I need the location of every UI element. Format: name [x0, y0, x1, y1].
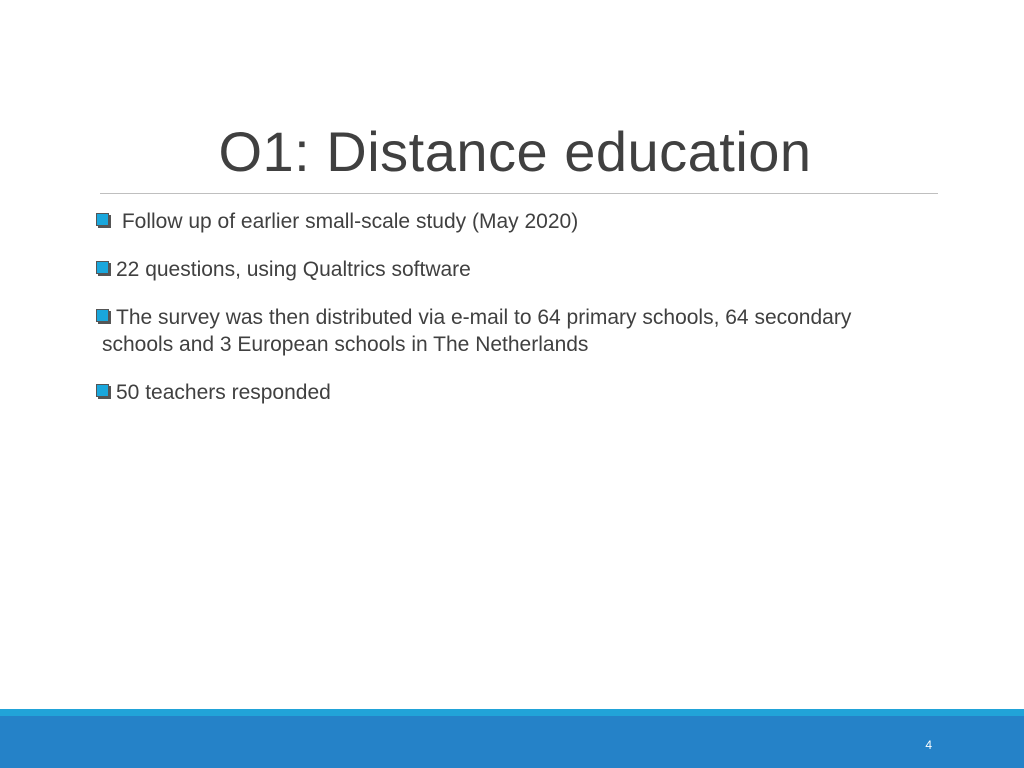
checkbox-square-icon: [96, 384, 109, 397]
footer-bar: [0, 716, 1024, 768]
bullet-list: [96, 208, 956, 427]
bullet-text: 50 teachers responded: [116, 381, 331, 404]
slide-title: O1: Distance education: [218, 120, 812, 183]
bullet-item: [96, 256, 956, 283]
bullet-text: 22 questions, using Qualtrics software: [116, 258, 471, 281]
bullet-item: [96, 379, 956, 406]
checkbox-square-icon: [96, 213, 109, 226]
bullet-text: The survey was then distributed via e-mail to 64 primary schools, 64 secondary: [116, 306, 852, 329]
checkbox-square-icon: [96, 309, 109, 322]
checkbox-square-icon: [96, 261, 109, 274]
title-divider: [100, 193, 938, 194]
page-number: 4: [925, 738, 932, 752]
bullet-item: [96, 304, 956, 358]
bullet-text: Follow up of earlier small-scale study (May 2020): [116, 210, 579, 233]
bullet-text-continuation: schools and 3 European schools in The Netherlands: [102, 333, 589, 356]
footer-accent-line: [0, 709, 1024, 716]
bullet-item: [96, 208, 956, 235]
